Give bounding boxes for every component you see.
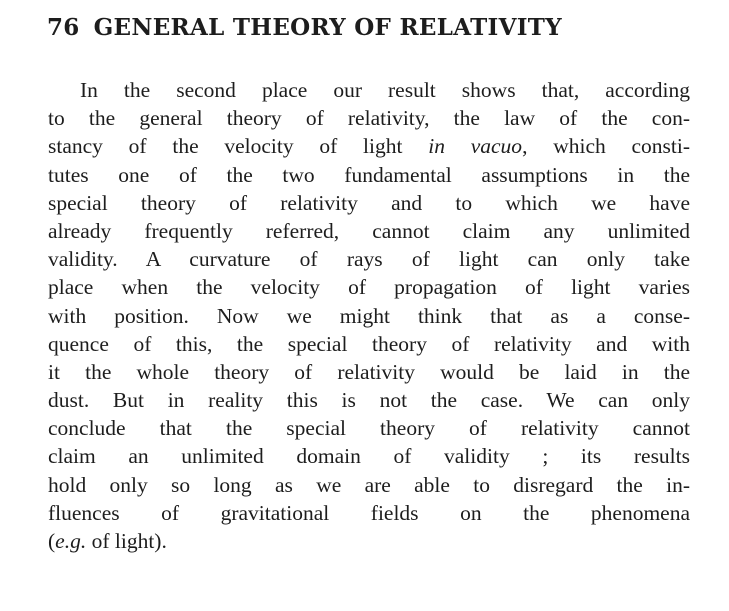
text-line: fluences of gravitational fields on the phenomena bbox=[48, 500, 690, 525]
text-line: quence of this, the special theory of relativity and with bbox=[48, 331, 690, 356]
text-line: to the general theory of relativity, the law of the con- bbox=[48, 106, 690, 131]
text-line bbox=[48, 527, 690, 555]
running-title: GENERAL THEORY OF RELATIVITY bbox=[93, 14, 562, 41]
text-line: In the second place our result shows that, according bbox=[80, 78, 690, 102]
text-line: claim an unlimited domain of validity ; its results bbox=[48, 444, 690, 469]
text-line: hold only so long as we are able to disregard the in- bbox=[48, 472, 690, 497]
text-line: tutes one of the two fundamental assumptions in the bbox=[48, 162, 690, 187]
text-line: with position. Now we might think that as a conse- bbox=[48, 303, 690, 328]
page-number: 76 bbox=[47, 14, 80, 41]
text-span: of light). bbox=[86, 529, 167, 553]
text-line bbox=[48, 132, 690, 160]
text-line: place when the velocity of propagation of light varies bbox=[48, 275, 690, 300]
italic-phrase: in vacuo bbox=[428, 134, 523, 159]
text-line: already frequently referred, cannot claim any unlimited bbox=[48, 218, 690, 243]
paragraph bbox=[48, 76, 690, 555]
text-span: , which consti- bbox=[522, 134, 691, 159]
text-span: stancy of the velocity of light bbox=[48, 134, 429, 159]
text-line: dust. But in reality this is not the case. We can only bbox=[48, 388, 690, 413]
text-line: it the whole theory of relativity would be laid in the bbox=[48, 359, 690, 384]
running-header bbox=[47, 14, 697, 41]
text-line: special theory of relativity and to which we have bbox=[48, 190, 690, 215]
text-line: conclude that the special theory of relativity cannot bbox=[48, 416, 690, 441]
text-span: ( bbox=[48, 529, 56, 553]
italic-phrase: e.g. bbox=[55, 529, 87, 553]
text-line: validity. A curvature of rays of light can only take bbox=[48, 247, 690, 272]
